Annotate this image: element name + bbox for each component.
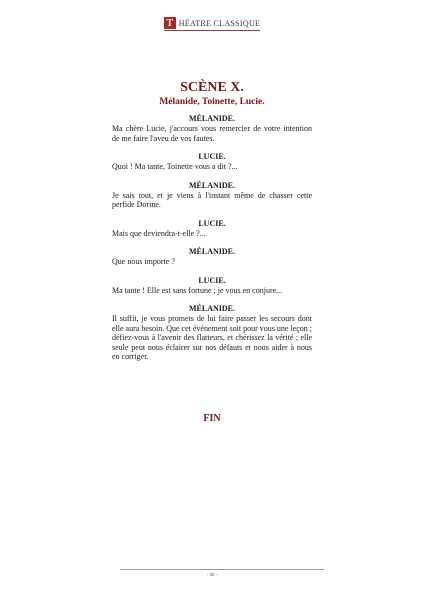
page-number: - 46 - <box>206 573 218 578</box>
speech-text: Ma chère Lucie, j'accours vous remercier de votre intention de me faire l'aveu de vos fautes. <box>112 124 312 143</box>
speaker-name: MÉLANIDE. <box>188 247 235 256</box>
speaker-name: MÉLANIDE. <box>188 180 235 190</box>
speaker-name: LUCIE. <box>198 275 226 285</box>
speaker-name: MÉLANIDE. <box>188 114 235 123</box>
theatre-logo-icon: T <box>164 17 176 29</box>
page-header <box>0 17 424 31</box>
speaker-name: LUCIE. <box>198 218 226 228</box>
speech-text: Quoi ! Ma tante, Toinette vous a dit ?... <box>112 162 238 171</box>
scene-content <box>112 80 312 371</box>
speech-text: Que nous importe ? <box>112 257 175 266</box>
speech-text: Je sais tout, et je viens à l'instant même de chasser cette perfide Dorine. <box>112 190 312 209</box>
speaker-name: LUCIE. <box>198 152 226 161</box>
speech-text: Mais que deviendra-t-elle ?... <box>112 228 206 238</box>
scene-characters: Mélanide, Toinette, Lucie. <box>159 97 265 107</box>
fin-label: FIN <box>203 413 221 424</box>
speaker-name: MÉLANIDE. <box>188 304 235 313</box>
dialogue-block <box>112 114 312 362</box>
scene-title: SCÈNE X. <box>180 80 244 95</box>
speech-text: Ma tante ! Elle est sans fortune ; je vous en conjure... <box>112 285 283 295</box>
header-brand <box>164 17 260 31</box>
speech-text: Il suffit, je vous promets de lui faire passer les secours dont elle aura besoin. Que cet événement soit pour vous une leçon ; défiez-vous à l'avenir des flatteurs, et chérissez la vérité ; elle seule peut nous éclairer sur nos défauts et nous aider à nous en corriger. <box>112 314 312 361</box>
header-title: HÉATRE CLASSIQUE <box>178 18 261 28</box>
footer-divider <box>120 569 324 570</box>
